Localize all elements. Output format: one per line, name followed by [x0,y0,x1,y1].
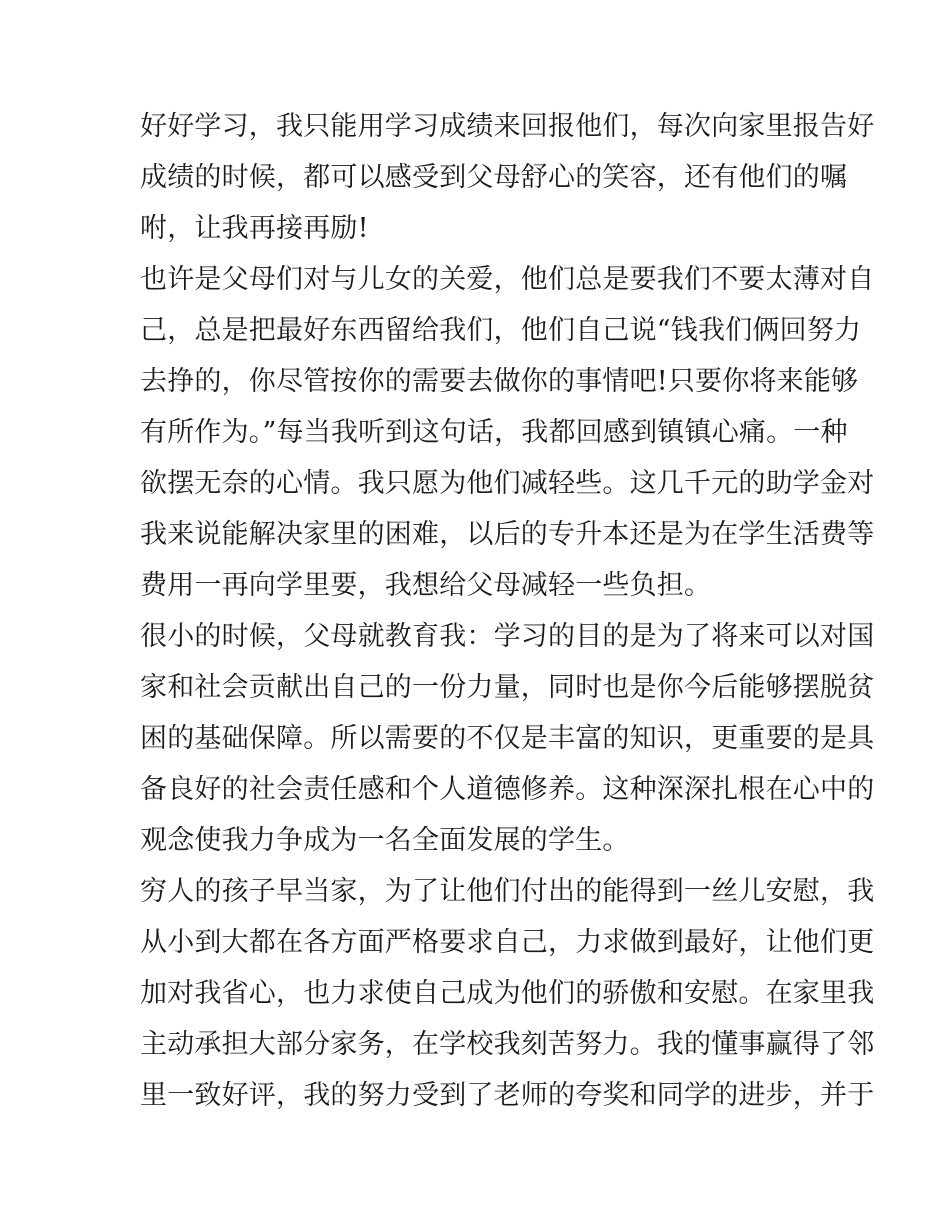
text-line: 咐，让我再接再励! [140,213,369,244]
text-line: 观念使我力争成为一名全面发展的学生。 [140,825,630,856]
text-line: 困的基础保障。所以需要的不仅是丰富的知识，更重要的是具 [140,723,875,754]
text-line: 费用一再向学里要，我想给父母减轻一些负担。 [140,570,712,601]
text-line: 欲摆无奈的心情。我只愿为他们减轻些。这几千元的助学金对 [140,468,875,499]
text-line: 很小的时候，父母就教育我：学习的目的是为了将来可以对国 [140,621,875,652]
paragraph-4 [140,866,875,1121]
paragraph-1 [140,101,875,254]
paragraph-2 [140,254,875,611]
text-line: 家和社会贡献出自己的一份力量，同时也是你今后能够摆脱贫 [140,672,875,703]
text-line: 从小到大都在各方面严格要求自己，力求做到最好，让他们更 [140,927,875,958]
text-line: 里一致好评，我的努力受到了老师的夸奖和同学的进步，并于 [140,1080,875,1111]
text-line: 去挣的，你尽管按你的需要去做你的事情吧!只要你将来能够 [140,366,859,397]
text-line: 成绩的时候，都可以感受到父母舒心的笑容，还有他们的嘱 [140,162,848,193]
text-line: 有所作为。”每当我听到这句话，我都回感到镇镇心痛。一种 [140,417,848,448]
text-line: 主动承担大部分家务，在学校我刻苦努力。我的懂事赢得了邻 [140,1029,875,1060]
text-line: 好好学习，我只能用学习成绩来回报他们，每次向家里报告好 [140,111,875,142]
text-line: 加对我省心，也力求使自己成为他们的骄傲和安慰。在家里我 [140,978,875,1009]
text-line: 穷人的孩子早当家，为了让他们付出的能得到一丝儿安慰，我 [140,876,875,907]
paragraph-3 [140,611,875,866]
text-line: 备良好的社会责任感和个人道德修养。这种深深扎根在心中的 [140,774,875,805]
text-line: 我来说能解决家里的困难，以后的专升本还是为在学生活费等 [140,519,875,550]
text-line: 也许是父母们对与儿女的关爱，他们总是要我们不要太薄对自 [140,264,875,295]
text-line: 己，总是把最好东西留给我们，他们自己说“钱我们俩回努力 [140,315,862,346]
document-body [140,101,875,1121]
